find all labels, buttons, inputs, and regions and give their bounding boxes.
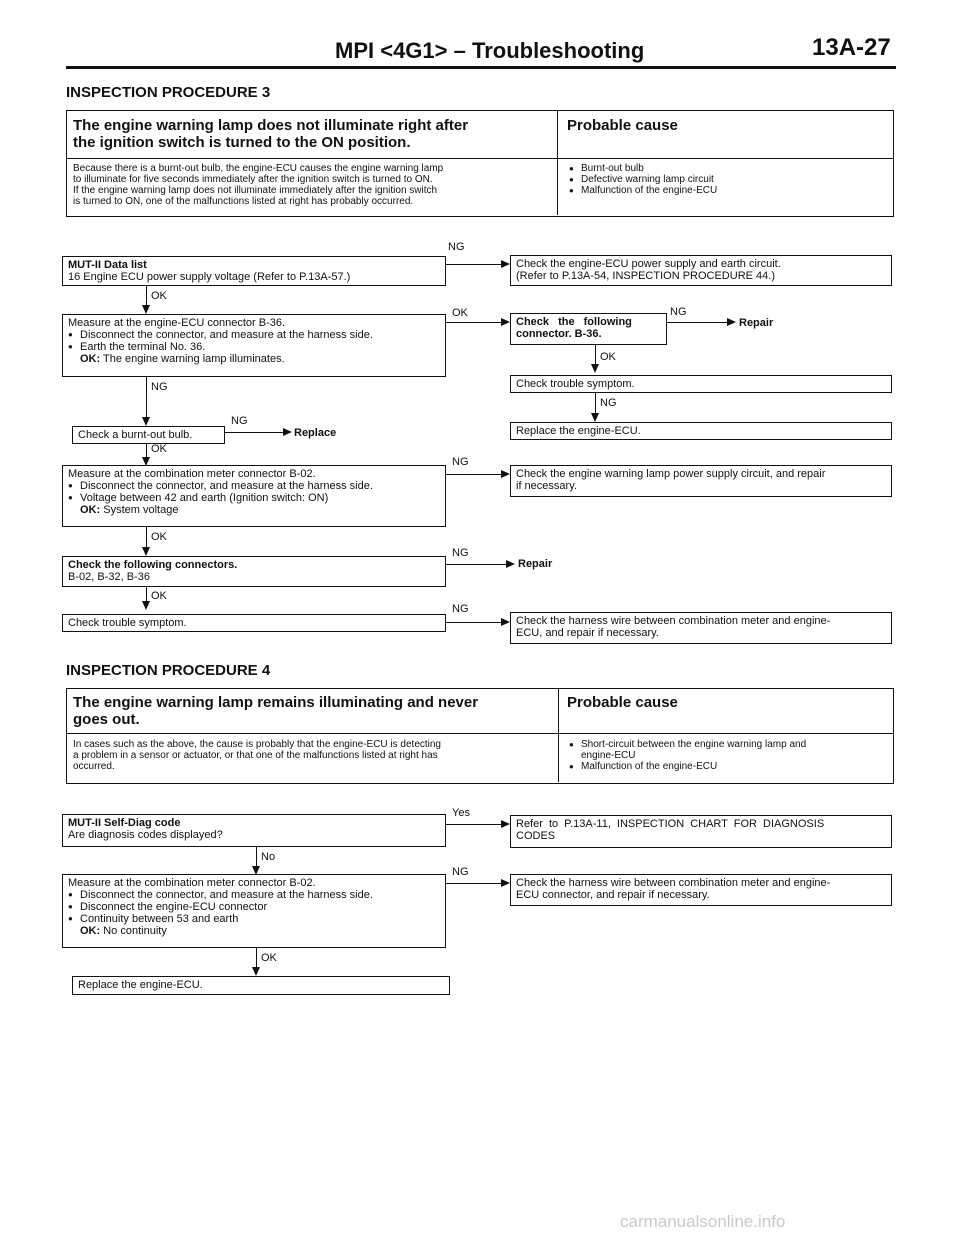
branch-ng-label: NG <box>448 241 465 253</box>
symptom-title: The engine warning lamp does not illuminate right after the ignition switch is turned to the ON position. <box>73 117 469 151</box>
arrow-down-icon <box>591 364 599 373</box>
probable-cause-list: ● Short-circuit between the engine warning lamp and engine-ECU ● Malfunction of the engine-ECU <box>569 739 806 772</box>
probable-cause-header: Probable cause <box>567 117 678 134</box>
branch-no-label: No <box>261 851 276 863</box>
step-measure-combination-meter: Measure at the combination meter connector B-02. ● Disconnect the connector, and measure at the harness side. ● Voltage between 42 and earth (Ignition switch: ON) OK: System voltage <box>62 465 446 527</box>
procedure-3-heading: INSPECTION PROCEDURE 3 <box>66 84 271 101</box>
procedure-4-heading: INSPECTION PROCEDURE 4 <box>66 662 271 679</box>
arrow-right-icon <box>501 260 510 268</box>
procedure-4-table <box>66 688 894 784</box>
symptom-description: In cases such as the above, the cause is probably that the engine-ECU is detecting a problem in a sensor or actuator, or that one of the malfunctions listed at right has occurred. <box>73 739 441 772</box>
arrow-down-icon <box>142 547 150 556</box>
result-lamp-power-supply-check: Check the engine warning lamp power supply circuit, and repair if necessary. <box>510 465 892 497</box>
arrow-right-icon <box>506 560 515 568</box>
branch-ng-label: NG <box>452 456 469 468</box>
branch-ng-label: NG <box>600 397 617 409</box>
page-number: 13A-27 <box>812 34 891 61</box>
result-harness-wire-check: Check the harness wire between combination meter and engine- ECU, and repair if necessary. <box>510 612 892 644</box>
step-mut-data-list: MUT-II Data list 16 Engine ECU power supply voltage (Refer to P.13A-57.) <box>62 256 446 286</box>
result-power-supply-check: Check the engine-ECU power supply and earth circuit. (Refer to P.13A-54, INSPECTION PROCEDURE 44.) <box>510 255 892 286</box>
arrow-right-icon <box>501 879 510 887</box>
arrow-right-icon <box>501 470 510 478</box>
step-check-connectors: Check the following connectors. B-02, B-32, B-36 <box>62 556 446 587</box>
branch-ng-label: NG <box>670 306 687 318</box>
branch-ng-label: NG <box>452 603 469 615</box>
arrow-down-icon <box>142 601 150 610</box>
step-measure-combination-meter-b02: Measure at the combination meter connector B-02. ● Disconnect the connector, and measure at the harness side. ● Disconnect the engine-ECU connector ● Continuity between 53 and earth OK: No continuity <box>62 874 446 948</box>
arrow-down-icon <box>252 967 260 976</box>
arrow-right-icon <box>501 820 510 828</box>
step-check-connector-b36: Check the following connector. B-36. <box>510 313 667 345</box>
step-check-trouble-symptom: Check trouble symptom. <box>510 375 892 393</box>
watermark: carmanualsonline.info <box>620 1212 786 1231</box>
arrow-right-icon <box>501 618 510 626</box>
result-harness-wire-ecu-connector: Check the harness wire between combination meter and engine- ECU connector, and repair if necessary. <box>510 874 892 906</box>
branch-ng-label: NG <box>151 381 168 393</box>
result-repair: Repair <box>518 558 553 570</box>
step-replace-ecu-final: Replace the engine-ECU. <box>72 976 450 995</box>
arrow-right-icon <box>727 318 736 326</box>
branch-ok-label: OK <box>151 531 167 543</box>
branch-ok-label: OK <box>151 443 167 455</box>
branch-ng-label: NG <box>452 866 469 878</box>
step-replace-ecu: Replace the engine-ECU. <box>510 422 892 440</box>
arrow-down-icon <box>142 305 150 314</box>
step-mut-self-diag: MUT-II Self-Diag code Are diagnosis codes displayed? <box>62 814 446 847</box>
branch-ok-label: OK <box>151 290 167 302</box>
result-repair: Repair <box>739 317 774 329</box>
probable-cause-header: Probable cause <box>567 694 678 711</box>
symptom-title: The engine warning lamp remains illuminating and never goes out. <box>73 694 479 728</box>
branch-ok-label: OK <box>261 952 277 964</box>
arrow-right-icon <box>283 428 292 436</box>
result-refer-diagnosis-chart: Refer to P.13A-11, INSPECTION CHART FOR DIAGNOSIS CODES <box>510 815 892 848</box>
result-replace: Replace <box>294 427 337 439</box>
arrow-down-icon <box>591 413 599 422</box>
procedure-3-table <box>66 110 894 217</box>
branch-ok-label: OK <box>452 307 468 319</box>
arrow-down-icon <box>142 417 150 426</box>
header-rule <box>66 66 896 69</box>
step-measure-ecu-connector: Measure at the engine-ECU connector B-36. ● Disconnect the connector, and measure at the harness side. ● Earth the terminal No. 36. OK: The engine warning lamp illuminates. <box>62 314 446 377</box>
branch-ng-label: NG <box>452 547 469 559</box>
branch-ok-label: OK <box>151 590 167 602</box>
step-check-bulb: Check a burnt-out bulb. <box>72 426 225 444</box>
branch-ok-label: OK <box>600 351 616 363</box>
probable-cause-list: ● Burnt-out bulb ● Defective warning lamp circuit ● Malfunction of the engine-ECU <box>569 163 717 196</box>
arrow-right-icon <box>501 318 510 326</box>
page-title: MPI <4G1> – Troubleshooting <box>335 38 645 63</box>
step-check-trouble-symptom-2: Check trouble symptom. <box>62 614 446 632</box>
branch-yes-label: Yes <box>452 807 470 819</box>
symptom-description: Because there is a burnt-out bulb, the engine-ECU causes the engine warning lamp to illuminate for five seconds immediately after the ignition switch is turned to ON. If the engine warning lamp does not illuminate immediately after the ignition switch is turned to ON, one of the malfunctions listed at right has probably occurred. <box>73 163 444 207</box>
branch-ng-label: NG <box>231 415 248 427</box>
